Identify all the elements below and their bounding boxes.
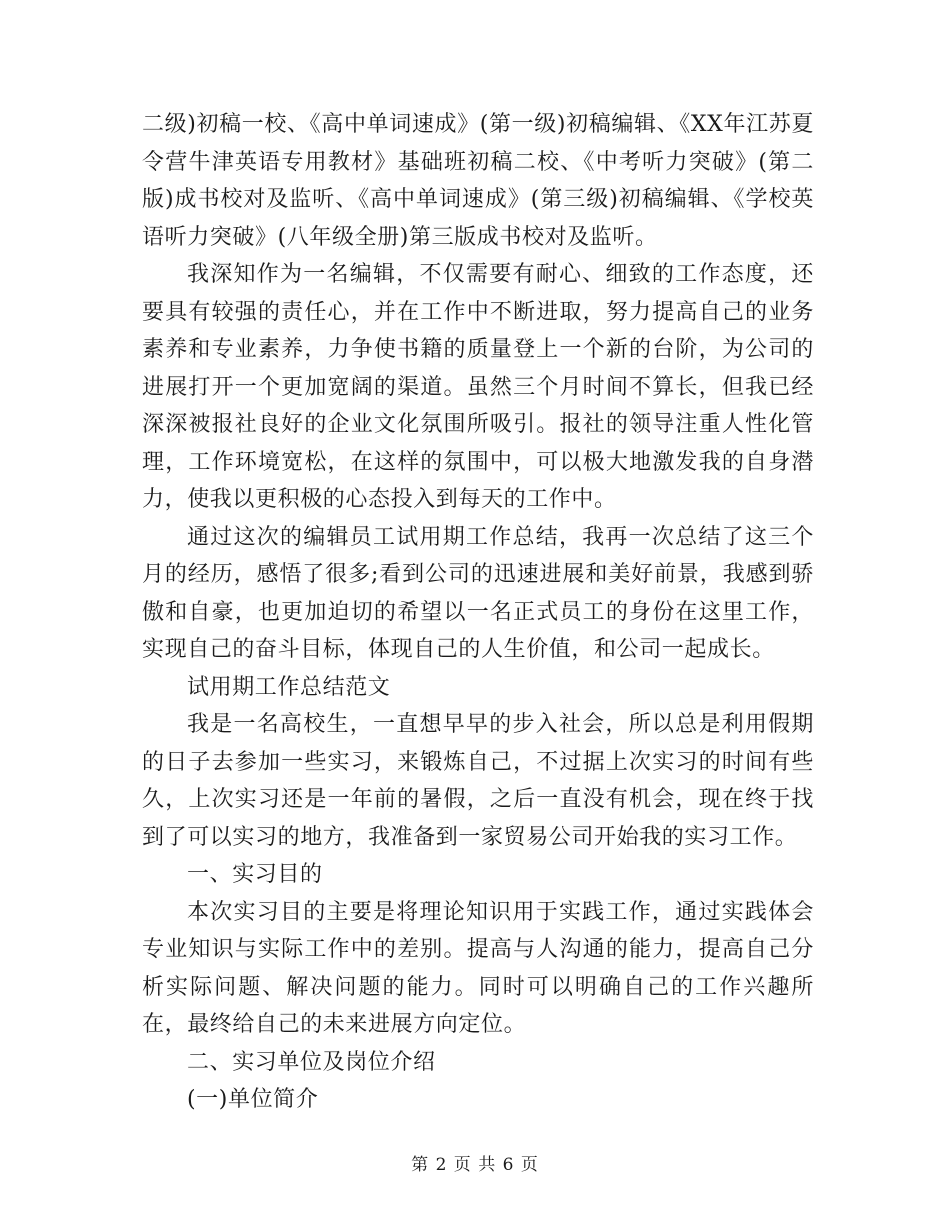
paragraph-purpose: 本次实习目的主要是将理论知识用于实践工作，通过实践体会专业知识与实际工作中的差别。提高与人沟通的能力，提高自己分析实际问题、解决问题的能力。同时可以明确自己的工作兴趣所在，最终给自己的未来进展方向定位。 [142, 899, 814, 1037]
section-heading-sample: 试用期工作总结范文 [187, 674, 391, 700]
paragraph-summary-conclusion: 通过这次的编辑员工试用期工作总结，我再一次总结了这三个月的经历，感悟了很多;看到公司的迅速进展和美好前景，我感到骄傲和自豪，也更加迫切的希望以一名正式员工的身份在这里工作，实现自己的奋斗目标，体现自己的人生价值，和公司一起成长。 [142, 524, 814, 662]
section-heading-purpose: 一、实习目的 [187, 862, 323, 887]
subsection-heading-unit-intro: (一)单位简介 [187, 1087, 319, 1112]
page-indicator: 第 2 页 共 6 页 [411, 1155, 539, 1175]
paragraph-continuation: 二级)初稿一校、《高中单词速成》(第一级)初稿编辑、《XX年江苏夏令营牛津英语专用教材》基础班初稿二校、《中考听力突破》(第二版)成书校对及监听、《高中单词速成》(第三级)初稿编辑、《学校英语听力突破》(八年级全册)第三版成书校对及监听。 [142, 112, 814, 250]
document-body [142, 106, 814, 1119]
paragraph-editor-reflection: 我深知作为一名编辑，不仅需要有耐心、细致的工作态度，还要具有较强的责任心，并在工作中不断进取，努力提高自己的业务素养和专业素养，力争使书籍的质量登上一个新的台阶，为公司的进展打开一个更加宽阔的渠道。虽然三个月时间不算长，但我已经深深被报社良好的企业文化氛围所吸引。报社的领导注重人性化管理，工作环境宽松，在这样的氛围中，可以极大地激发我的自身潜力，使我以更积极的心态投入到每天的工作中。 [142, 262, 814, 512]
section-heading-unit: 二、实习单位及岗位介绍 [187, 1049, 436, 1075]
paragraph-intern-intro: 我是一名高校生，一直想早早的步入社会，所以总是利用假期的日子去参加一些实习，来锻炼自己，不过据上次实习的时间有些久，上次实习还是一年前的暑假，之后一直没有机会，现在终于找到了可以实习的地方，我准备到一家贸易公司开始我的实习工作。 [142, 712, 814, 850]
